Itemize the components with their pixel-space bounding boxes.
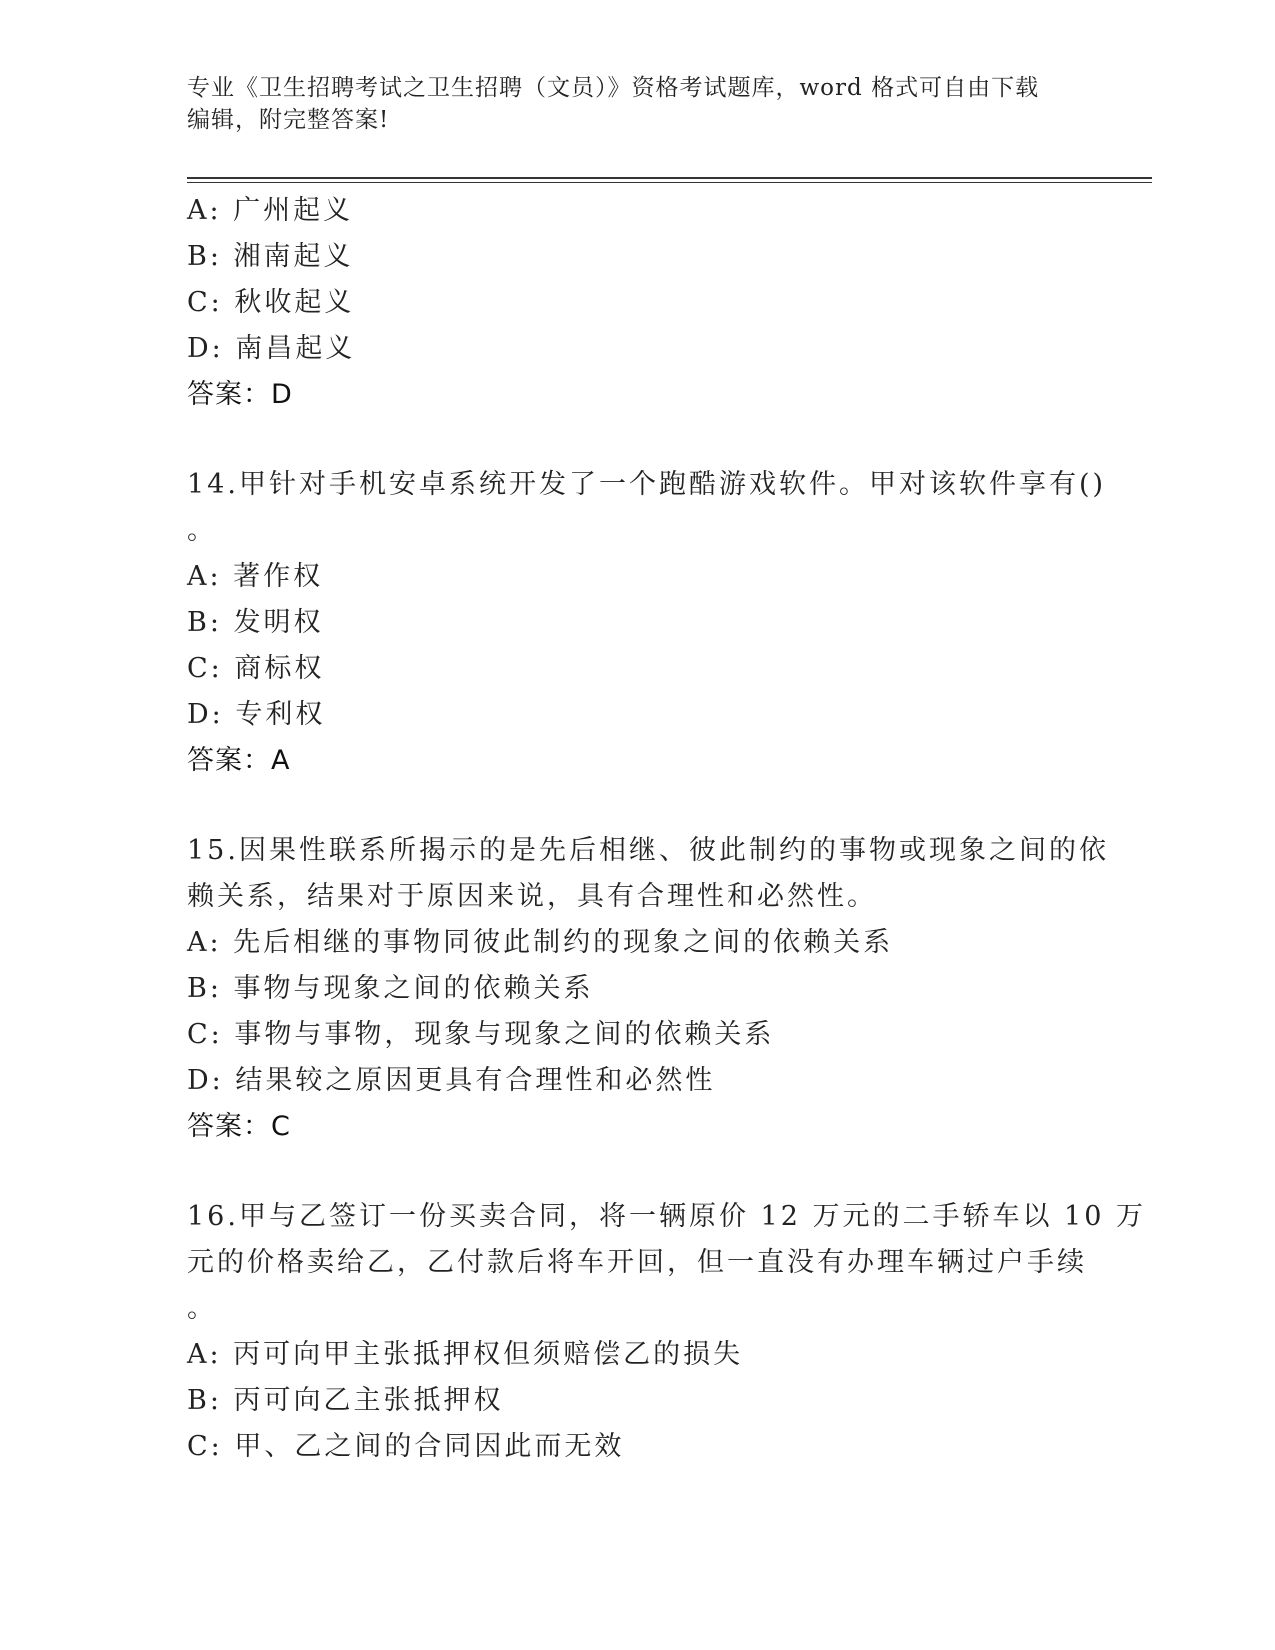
option-b: B: 丙可向乙主张抵押权 — [187, 1385, 504, 1416]
question-list — [187, 188, 1146, 1470]
question-15 — [187, 828, 1109, 1150]
header-divider-thin — [187, 182, 1152, 183]
option-a: A: 著作权 — [187, 561, 324, 592]
question-14 — [187, 462, 1107, 784]
option-d: D: 结果较之原因更具有合理性和必然性 — [187, 1065, 716, 1096]
question-stem-line-2: 元的价格卖给乙，乙付款后将车开回，但一直没有办理车辆过户手续 — [187, 1247, 1087, 1278]
option-a: A: 广州起义 — [187, 195, 354, 226]
option-a: A: 先后相继的事物同彼此制约的现象之间的依赖关系 — [187, 927, 894, 958]
option-c: C: 商标权 — [187, 653, 325, 684]
answer: 答案：D — [187, 379, 293, 410]
option-b: B: 发明权 — [187, 607, 324, 638]
question-13 — [187, 188, 1087, 418]
header-line-1: 专业《卫生招聘考试之卫生招聘（文员）》资格考试题库，word 格式可自由下载 — [187, 75, 1040, 101]
option-c: C: 甲、乙之间的合同因此而无效 — [187, 1431, 625, 1462]
header-divider-thick — [187, 177, 1152, 179]
question-stem-line-1: 15.因果性联系所揭示的是先后相继、彼此制约的事物或现象之间的依 — [187, 835, 1109, 866]
question-stem-line-3: 。 — [187, 1293, 217, 1324]
option-b: B: 事物与现象之间的依赖关系 — [187, 973, 594, 1004]
answer: 答案：C — [187, 1111, 291, 1142]
question-16 — [187, 1194, 1146, 1470]
question-stem-line-2: 。 — [187, 515, 217, 546]
answer: 答案：A — [187, 745, 291, 776]
option-b: B: 湘南起义 — [187, 241, 354, 272]
option-c: C: 秋收起义 — [187, 287, 355, 318]
option-c: C: 事物与事物，现象与现象之间的依赖关系 — [187, 1019, 775, 1050]
question-stem-line-1: 14.甲针对手机安卓系统开发了一个跑酷游戏软件。甲对该软件享有() — [187, 469, 1107, 500]
option-a: A: 丙可向甲主张抵押权但须赔偿乙的损失 — [187, 1339, 744, 1370]
page-header — [187, 72, 1067, 136]
header-line-2: 编辑，附完整答案! — [187, 107, 390, 133]
option-d: D: 专利权 — [187, 699, 326, 730]
question-stem-line-2: 赖关系，结果对于原因来说，具有合理性和必然性。 — [187, 881, 877, 912]
question-stem-line-1: 16.甲与乙签订一份买卖合同，将一辆原价 12 万元的二手轿车以 10 万 — [187, 1201, 1146, 1232]
option-d: D: 南昌起义 — [187, 333, 356, 364]
